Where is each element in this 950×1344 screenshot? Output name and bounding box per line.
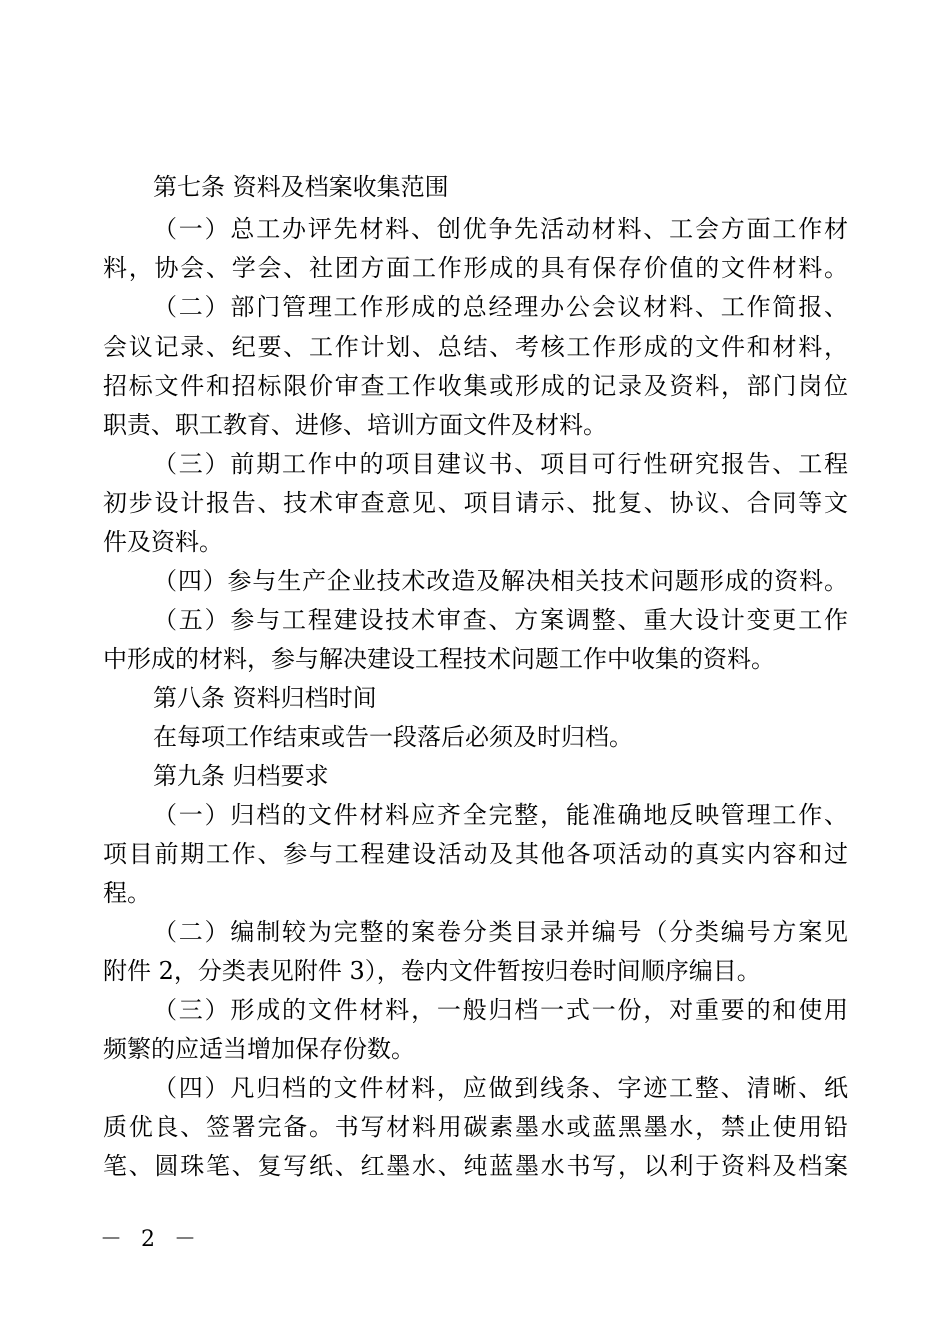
paragraph-line: 程。	[103, 879, 151, 907]
paragraph-line: 笔、圆珠笔、复写纸、红墨水、纯蓝墨水书写，以利于资料及档案	[103, 1152, 848, 1180]
paragraph-line: 初步设计报告、技术审查意见、项目请示、批复、协议、合同等文	[103, 489, 848, 517]
paragraph-line: （五）参与工程建设技术审查、方案调整、重大设计变更工作	[153, 606, 848, 634]
paragraph-line: （二）部门管理工作形成的总经理办公会议材料、工作简报、	[153, 293, 848, 321]
article-9-heading: 第九条 归档要求	[153, 762, 329, 790]
article-8-heading: 第八条 资料归档时间	[153, 684, 377, 712]
paragraph-line: （三）前期工作中的项目建议书、项目可行性研究报告、工程	[153, 450, 848, 478]
paragraph-line: 频繁的应适当增加保存份数。	[103, 1035, 415, 1063]
paragraph-line: 在每项工作结束或告一段落后必须及时归档。	[153, 723, 633, 751]
paragraph-line: （一）总工办评先材料、创优争先活动材料、工会方面工作材	[153, 215, 848, 243]
paragraph-line: （一）归档的文件材料应齐全完整，能准确地反映管理工作、	[153, 801, 848, 829]
paragraph-line: 职责、职工教育、进修、培训方面文件及材料。	[103, 411, 607, 439]
paragraph-line: 附件 2，分类表见附件 3），卷内文件暂按归卷时间顺序编目。	[103, 957, 761, 985]
paragraph-line: 会议记录、纪要、工作计划、总结、考核工作形成的文件和材料，	[103, 333, 848, 361]
paragraph-line: （四）凡归档的文件材料，应做到线条、字迹工整、清晰、纸	[153, 1074, 848, 1102]
paragraph-line: 项目前期工作、参与工程建设活动及其他各项活动的真实内容和过	[103, 840, 848, 868]
paragraph-line: （二）编制较为完整的案卷分类目录并编号（分类编号方案见	[153, 918, 848, 946]
paragraph-line: 质优良、签署完备。书写材料用碳素墨水或蓝黑墨水，禁止使用铅	[103, 1113, 848, 1141]
page-number: － 2 －	[100, 1227, 202, 1252]
paragraph-line: 料，协会、学会、社团方面工作形成的具有保存价值的文件材料。	[103, 254, 848, 282]
article-7-heading: 第七条 资料及档案收集范围	[153, 173, 449, 201]
paragraph-line: 件及资料。	[103, 528, 223, 556]
paragraph-line: 招标文件和招标限价审查工作收集或形成的记录及资料，部门岗位	[103, 372, 848, 400]
paragraph-line: （四）参与生产企业技术改造及解决相关技术问题形成的资料。	[153, 567, 848, 595]
paragraph-line: （三）形成的文件材料，一般归档一式一份，对重要的和使用	[153, 996, 848, 1024]
paragraph-line: 中形成的材料，参与解决建设工程技术问题工作中收集的资料。	[103, 645, 775, 673]
